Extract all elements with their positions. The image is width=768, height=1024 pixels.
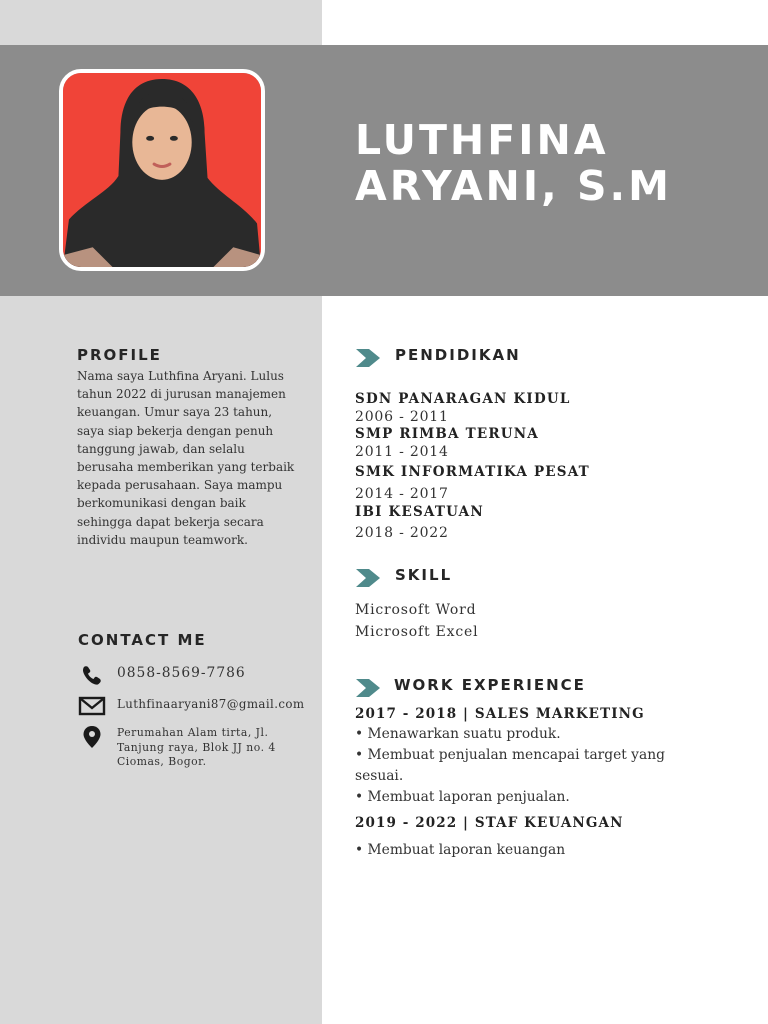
education-school-3: SMK INFORMATIKA PESAT (355, 464, 590, 480)
chevron-right-icon (356, 568, 380, 588)
job-title-2: 2019 - 2022 | STAF KEUANGAN (355, 815, 624, 831)
job-1-bullet-3: • Membuat laporan penjualan. (355, 789, 570, 805)
education-years-2: 2011 - 2014 (355, 444, 449, 460)
job-1-bullet-1: • Menawarkan suatu produk. (355, 726, 561, 742)
contact-email[interactable]: Luthfinaaryani87@gmail.com (117, 697, 305, 711)
contact-heading: CONTACT ME (78, 631, 207, 649)
location-pin-icon (78, 725, 106, 749)
job-2-bullet-1: • Membuat laporan keuangan (355, 842, 566, 858)
address-line-2: Tanjung raya, Blok JJ no. 4 (117, 740, 276, 754)
phone-icon (78, 664, 106, 686)
name-line-2: ARYANI, S.M (355, 162, 672, 210)
job-title-1: 2017 - 2018 | SALES MARKETING (355, 706, 645, 722)
address-line-3: Ciomas, Bogor. (117, 755, 207, 768)
profile-photo (59, 69, 265, 271)
contact-phone: 0858-8569-7786 (117, 665, 246, 681)
education-school-1: SDN PANARAGAN KIDUL (355, 391, 571, 407)
work-heading: WORK EXPERIENCE (394, 676, 586, 694)
profile-heading: PROFILE (77, 346, 162, 364)
profile-text: Nama saya Luthfina Aryani. Lulus tahun 2022 di jurusan manajemen keuangan. Umur saya 23 tahun, saya siap bekerja dengan penuh tanggung jawab, dan selalu berusaha memberikan yang terbaik kepada perusahaan. Saya mampu berkomunikasi dengan baik sehingga dapat bekerja secara individu maupun teamwork. (77, 369, 295, 547)
skill-heading: SKILL (395, 566, 453, 584)
education-school-2: SMP RIMBA TERUNA (355, 426, 539, 442)
skill-item-1: Microsoft Word (355, 602, 477, 618)
education-years-4: 2018 - 2022 (355, 525, 449, 541)
education-heading: PENDIDIKAN (395, 346, 521, 364)
job-1-bullet-2: • Membuat penjualan mencapai target yang sesuai. (355, 747, 665, 784)
education-years-3: 2014 - 2017 (355, 486, 449, 502)
chevron-right-icon (356, 348, 380, 368)
skill-item-2: Microsoft Excel (355, 624, 479, 640)
education-years-1: 2006 - 2011 (355, 409, 449, 425)
mail-icon (78, 695, 106, 717)
name-line-1: LUTHFINA (355, 116, 609, 164)
chevron-right-icon (356, 678, 380, 698)
education-school-4: IBI KESATUAN (355, 504, 484, 520)
candidate-name (355, 117, 755, 209)
contact-address (117, 726, 276, 770)
address-line-1: Perumahan Alam tirta, Jl. (117, 726, 269, 739)
